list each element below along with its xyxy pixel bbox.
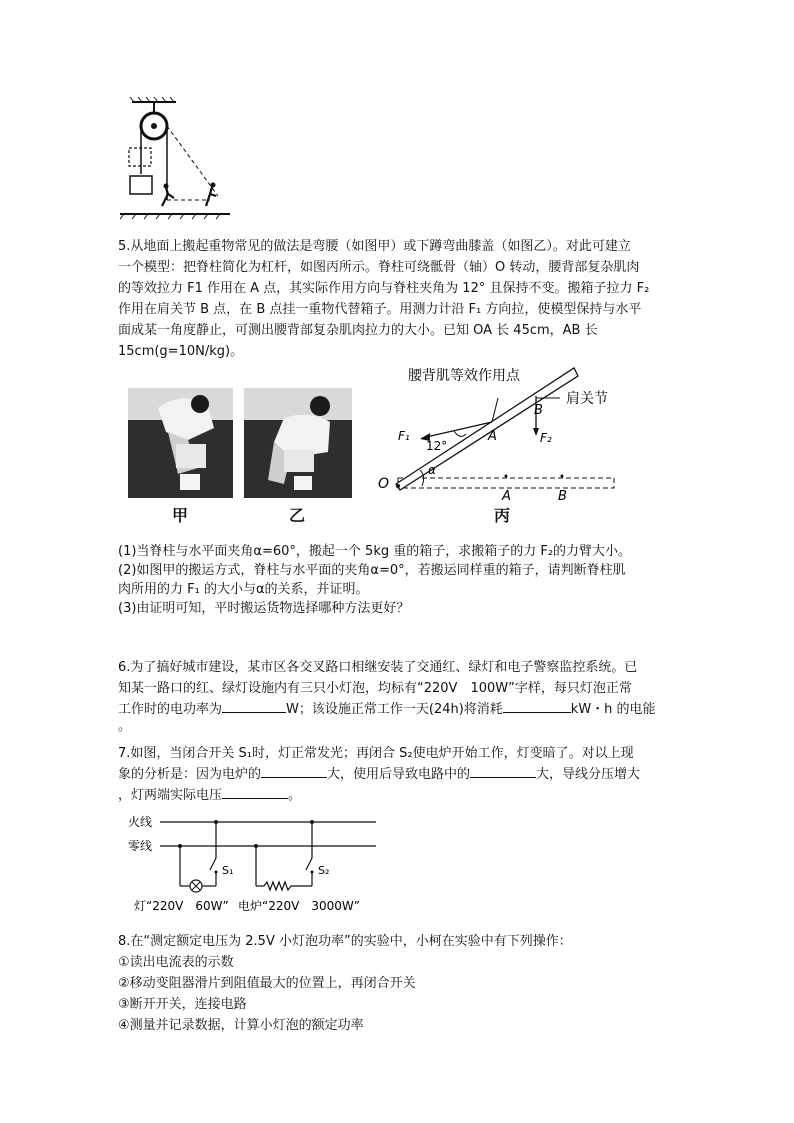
q8-step-3: ③断开开关，连接电路	[118, 997, 247, 1012]
label-B-projection: B	[558, 489, 567, 504]
q8-step-4: ④测量并记录数据，计算小灯泡的额定功率	[118, 1018, 364, 1033]
q5-stem-line-4: 作用在肩关节 B 点，在 B 点挂一重物代替箱子。用测力计沿 F₁ 方向拉，使模型保持与水平	[118, 302, 642, 317]
q5-sub-question-2-line-2: 肉所用的力 F₁ 的大小与α的关系，并证明。	[118, 582, 369, 597]
q5-stem-line-5: 面成某一角度静止，可测出腰背部复杂肌肉拉力的大小。已知 OA 长 45cm，AB 长	[118, 323, 598, 338]
label-lamp: 灯“220V 60W”	[134, 899, 229, 913]
q5-stem-line-2: 一个模型：把脊柱简化为杠杆，如图丙所示。脊柱可绕骶骨（轴）O 转动，腰背部复杂肌肉	[118, 260, 640, 275]
lever-diagram	[370, 358, 620, 506]
label-S2: S₂	[318, 864, 330, 877]
q6-answer-blank-2[interactable]	[503, 699, 571, 713]
q5-stem-line-6: 15cm(g=10N/kg)。	[118, 344, 244, 359]
q7-line-3	[118, 785, 678, 806]
q6-line-3-part-b: W；该设施正常工作一天(24h)将消耗	[286, 702, 503, 717]
q7-line-3-part-a: ，灯两端实际电压	[118, 788, 223, 803]
label-B: B	[534, 403, 543, 418]
q6-line-3-part-c: kW・h 的电能	[570, 702, 656, 717]
label-F2: F₂	[540, 431, 552, 445]
label-shoulder: 肩关节	[566, 391, 608, 407]
photo-yi	[244, 388, 352, 498]
q7-line-2	[118, 764, 678, 785]
q6-line-1: 6.为了搞好城市建设，某市区各交叉路口相继安装了交通红、绿灯和电子警察监控系统。已	[118, 660, 638, 675]
circuit-diagram	[126, 810, 386, 916]
label-neutral-wire: 零线	[128, 839, 153, 853]
label-A-projection: A	[502, 489, 511, 504]
q5-sub-question-1: (1)当脊柱与水平面夹角α=60°，搬起一个 5kg 重的箱子，求搬箱子的力 F₂的力臂大小。	[118, 544, 632, 559]
q5-sub-question-2-line-1: (2)如图甲的搬运方式，脊柱与水平面的夹角α=0°，若搬运同样重的箱子，请判断脊柱肌	[118, 563, 626, 578]
q6-line-4: 。	[118, 719, 132, 734]
photo-jia	[128, 388, 233, 498]
q5-stem-line-3: 的等效拉力 F1 作用在 A 点，其实际作用方向与脊柱夹角为 12° 且保持不变。搬箱子拉力 F₂	[118, 281, 650, 296]
q7-answer-blank-1[interactable]	[261, 764, 327, 778]
label-muscle-point: 腰背肌等效作用点	[408, 368, 520, 384]
q7-line-1: 7.如图，当闭合开关 S₁时，灯正常发光；再闭合 S₂使电炉开始工作，灯变暗了。对以上现	[118, 746, 634, 761]
q7-line-2-part-c: 大，导线分压增大	[536, 767, 641, 782]
caption-yi: 乙	[288, 506, 305, 525]
caption-jia: 甲	[171, 506, 188, 525]
q7-answer-blank-2[interactable]	[470, 764, 536, 778]
q6-line-3-part-a: 工作时的电功率为	[118, 702, 223, 717]
label-S1: S₁	[222, 864, 234, 877]
q5-sub-question-3: (3)由证明可知，平时搬运货物选择哪种方法更好？	[118, 601, 410, 616]
q8-line-1: 8.在“测定额定电压为 2.5V 小灯泡功率”的实验中，小柯在实验中有下列操作：	[118, 934, 572, 949]
q6-answer-blank-1[interactable]	[222, 699, 286, 713]
q5-stem-line-1: 5.从地面上搬起重物常见的做法是弯腰（如图甲）或下蹲弯曲膝盖（如图乙）。对此可建立	[118, 239, 631, 254]
q7-line-2-part-a: 象的分析是：因为电炉的	[118, 767, 262, 782]
q7-answer-blank-3[interactable]	[222, 785, 288, 799]
q8-step-2: ②移动变阻器滑片到阻值最大的位置上，再闭合开关	[118, 976, 416, 991]
q7-line-3-part-b: 。	[288, 788, 302, 803]
label-A: A	[488, 429, 497, 444]
label-stove: 电炉“220V 3000W”	[238, 899, 360, 913]
pulley-figure	[118, 96, 238, 220]
label-live-wire: 火线	[128, 815, 153, 829]
q8-step-1: ①读出电流表的示数	[118, 955, 234, 970]
label-F1: F₁	[398, 429, 410, 443]
label-alpha: α	[428, 463, 436, 477]
caption-bing: 丙	[493, 506, 510, 525]
q7-line-2-part-b: 大，使用后导致电路中的	[327, 767, 471, 782]
label-angle-12: 12°	[426, 439, 448, 453]
q6-line-2: 知某一路口的红、绿灯设施内有三只小灯泡，均标有“220V 100W”字样，每只灯泡正常	[118, 681, 632, 696]
label-O: O	[378, 476, 390, 492]
